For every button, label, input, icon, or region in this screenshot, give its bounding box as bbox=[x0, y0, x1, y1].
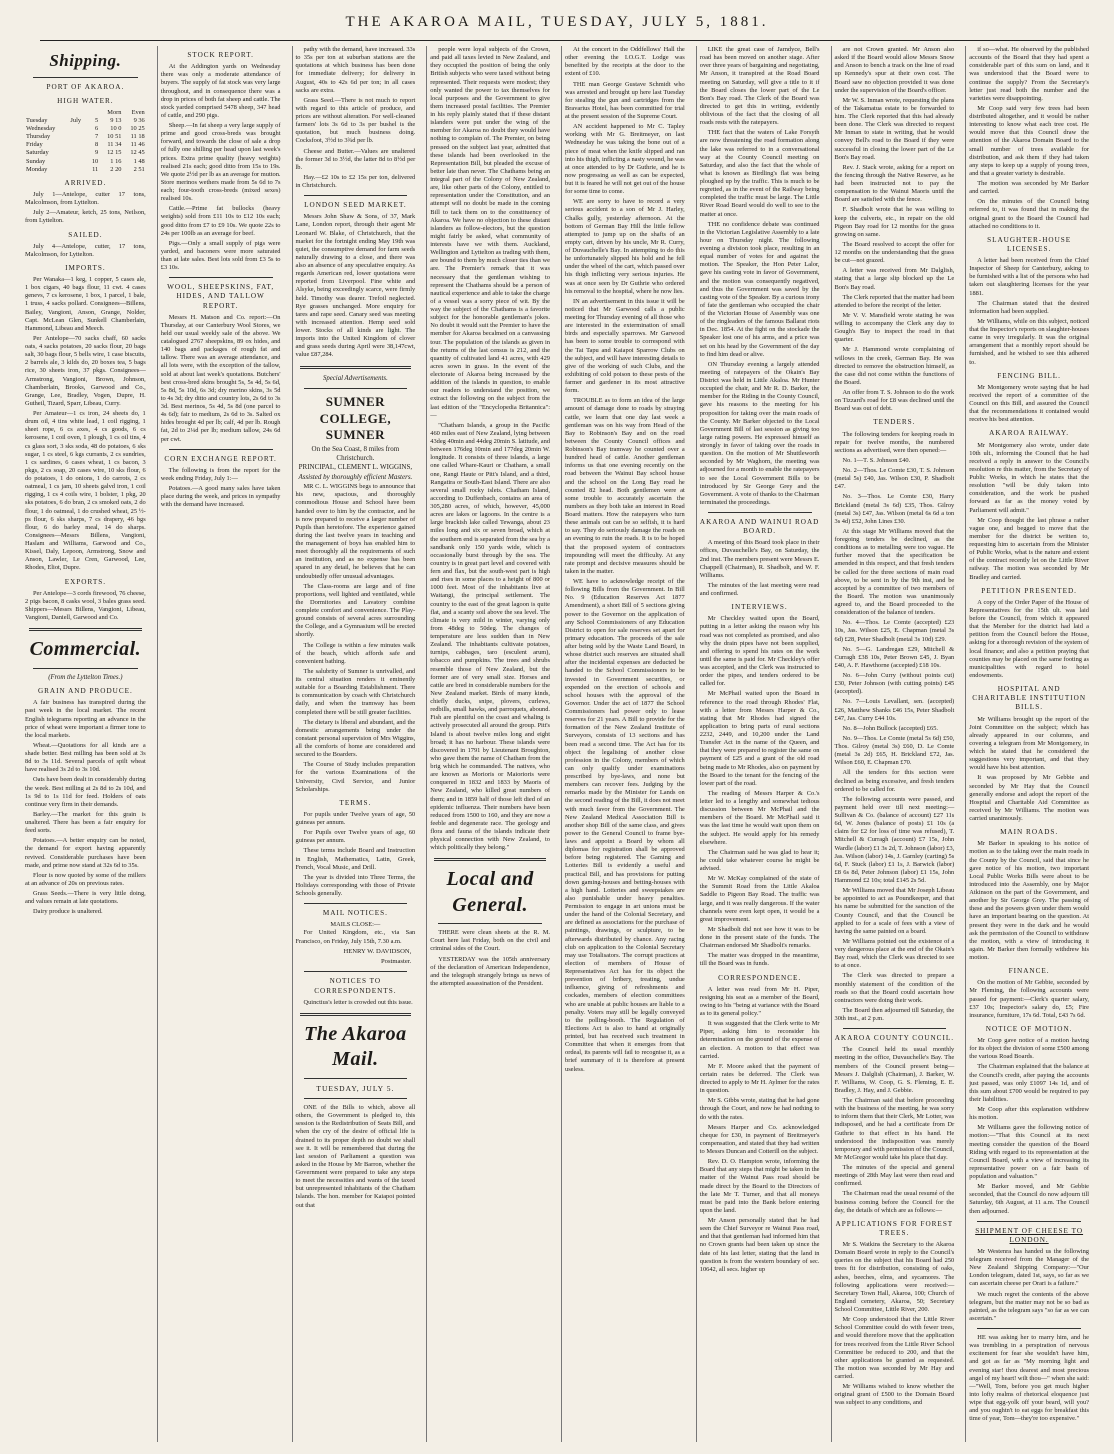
local-general-title: Local and General. bbox=[446, 868, 534, 916]
divider bbox=[300, 366, 412, 369]
council-paragraph: The motion was seconded by Mr Barker and carried. bbox=[969, 180, 1089, 196]
stock-heading: STOCK REPORT. bbox=[187, 51, 254, 59]
council-paragraph: The Chairman explained that the balance at the Council's credit, after paying the accounts just passed, was only £1097 14s 1d, and of this sum about £700 would be required to pay their liabilities. bbox=[969, 1063, 1089, 1103]
board-paragraph: Mr McPhail waited upon the Board in reference to the road through Rhodes' Flat, with a letter from Messrs Harper & Co., stating that Mr Rhodes had signed the application to bring parts of rural sections 2232, 2449, and 10,200 under the Land Transfer Act in the name of the Queen, and that they were prepared to register the same on payment of £25 and a grant of the old road being made to Mr Rhodes, also on payment by the Board to the tenant for the fencing of the lower part of the road. bbox=[699, 690, 820, 787]
council-paragraph: The Council held its usual monthly meeting in the office, Duvauchelle's Bay. The members of the Council present being—Messrs J. Dalglish (Chairman), J. Barker, W. F. Williams, W. Coop, G. S. Fleming, E. E. Bradley, J. Hay, and J. Gebbie. bbox=[834, 1046, 955, 1094]
tide-row bbox=[25, 133, 146, 141]
divider bbox=[304, 1098, 408, 1099]
council-paragraph: A copy of the Order Paper of the House of Representatives for the 15th ult. was laid before the Council, from which it appeared that the Member for the district had laid a petition from the Council before the House, asking for a thorough revision of the system of local finance; and also a petition praying that counties may be placed on the same footing as municipalities with regard to hotel endowments. bbox=[969, 598, 1089, 679]
tenders-heading: TENDERS. bbox=[873, 418, 916, 427]
divider bbox=[33, 668, 138, 669]
tide-day: Friday bbox=[26, 141, 43, 149]
council-paragraph: Mr Montgomery wrote saying that he had received the report of a committee of the Council on this Bill, and assured the Council that the recommendations it contained would receive his best attention. bbox=[969, 383, 1089, 424]
tender-line: No. 2—Thos. Le Comte £30, T. S. Johnson (metal 5s) £40, Jas. Wilson £30, P. Shadbolt £47. bbox=[834, 467, 955, 491]
board-paragraph: are not Crown granted. Mr Anson also asked if the Board would allow Messrs Snow and Anson to bench a track on the line of road up Kennedy's spur at their own cost. The Board saw no objection provided it was done under the supervision of the Board's officer. bbox=[834, 46, 955, 94]
corn-continued: Grass Seed.—There is not much to report with regard to this article of produce, and prices are without alteration. For well-cleaned farmers' lots 3s 6d to 3s per bushel is the quotation, but much business doing. Cocksfoot, 3½d to 3¾d per lb. bbox=[295, 96, 416, 145]
grain-paragraph: Wheat.—Quotations for all kinds are a shade better. Best milling has been sold at 3s 8d to 3s 11d. Several parcels of spilt wheat have realised 3s 2d to 3s 10d. bbox=[25, 741, 146, 774]
council-paragraph: A letter had been received from the Chief Inspector of Sheep for Canterbury, asking to be furnished with a list of the persons who had taken out slaughtering licenses for the year 1881. bbox=[969, 257, 1089, 297]
divider bbox=[29, 628, 142, 631]
divider bbox=[304, 971, 408, 972]
column-8 bbox=[965, 46, 1092, 1442]
column-5 bbox=[561, 46, 688, 1442]
divider bbox=[169, 449, 273, 450]
tender-line: At this stage Mr Williams moved that the foregoing tenders be declined, as the conditions as to metalling were too vague. He further moved that the specification be amended in this respect, and that fresh tenders be called for the three sections of main road above, to be sent in by the 9th inst, and be accepted by a committee of two members of the Board. The motion was unanimously agreed to, and the Board proceeded to the consideration of the balance of tenders. bbox=[834, 527, 955, 617]
local-paragraph: ON Thursday evening a largely attended meeting of ratepayers of the Okain's Bay District was held in Little Akaloa. Mr Hunter occupied the chair, and Mr R. D. Barker, the member for the Riding in the County Council, gave his reasons to the meeting for his proposition for taking over the main roads of the County. Mr Barker objected to the Local Government Bill of last session as giving too large rating powers. He expressed himself as strongly in favor of taking over the roads in question. On the motion of Mr Shuttleworth seconded by Mr Waghorn, the meeting was adjourned for a month to enable the ratepayers to see the Local Government Bills to be introduced by Sir George Grey and the Government. A vote of thanks to the Chairman terminated the proceedings. bbox=[699, 360, 820, 506]
tide-morn: 1 16 bbox=[110, 157, 122, 165]
tide-even: 10 25 bbox=[130, 125, 145, 133]
commercial-title: Commercial. bbox=[29, 638, 142, 661]
council-paragraph: On the motion of Mr Gebbie, seconded by Mr Fleming, the following accounts were passed for payment:—Clerk's quarter salary, £37 10s; Inspector's salary do, £5; Fire insurance, furniture, 17s 6d. Total, £43 7s 6d. bbox=[969, 979, 1089, 1019]
local-paragraph: LIKE the great case of Jarndyce, Bell's road has been moved on another stage. After over three years of bargaining and negotiating, Mr Anson, it transpired at the Road Board meeting on Saturday, will give a title to it if the Board closes the lower part of the Le Bon's Bay road. The Clerk of the Board was directed to get this in writing, evidently oblivious of the fact that the closing of all roads rests with the ratepayers. bbox=[699, 46, 820, 127]
board-paragraph: It was suggested that the Clerk write to Mr Piper, asking him to reconsider his determination on the ground of the expense of an election. A motion to that effect was carried. bbox=[699, 1020, 820, 1060]
board-paragraph: Mr W. S. Inman wrote, requesting the plans of the Takamatua estate to be forwarded to him. The Clerk reported that this had already been done. The Clerk was directed to request Mr Inman to state in writing, that he would convey Bell's road to the Board if they were successful in closing the lower part of the Le Bon's Bay road. bbox=[834, 96, 955, 161]
export-entry: Per Antelope—3 cords firewood, 76 cheese, 2 pigs bacon, 8 casks wool, 3 bales grass seed. Shippers—Messrs Billens, Vangioni, Libeau, Vangioni, Daniell, Garwood and Co. bbox=[25, 589, 146, 622]
wool-heading: WOOL, SHEEPSKINS, FAT, HIDES, AND TALLOW REPORT. bbox=[167, 283, 275, 310]
tide-even: 1 48 bbox=[133, 157, 145, 165]
tide-morn: 10 51 bbox=[107, 133, 122, 141]
terms-line: These terms include Board and Instruction in English, Mathematics, Latin, Greek, French, Vocal Music, and Drill. bbox=[295, 847, 416, 871]
mails-close: MAILS CLOSE:— bbox=[330, 921, 381, 929]
grain-paragraph: Oats have been dealt in considerably during the week. Best milling at 2s 8d to 2s 10d, and 1s 9d to 1s 11d for feed. Holders of oats continue very firm in their demands. bbox=[25, 776, 146, 808]
tender-line: No. 9—Thos. Le Comte (metal 5s 6d) £50, Thos. Gilroy (metal 3s) £60, D. Le Comte (metal 3s 2d) £65, H. Brickland £72, Jas. Wilson £60, E. Chapman £70. bbox=[834, 734, 955, 767]
columns bbox=[22, 46, 1092, 1442]
terms-heading: TERMS. bbox=[339, 798, 372, 807]
board-paragraph: Mr V. V. Mansfield wrote stating he was willing to accompany the Clerk any day to Gough's Bay to inspect the road in that quarter. bbox=[834, 311, 955, 344]
board-paragraph: A meeting of this Board took place in their offices, Duvauchelle's Bay, on Saturday, the 2nd inst. The members present were Messrs E. Chappell (Chairman), R. Shadbolt, and W. F. Williams. bbox=[699, 539, 820, 579]
college-paragraph: The salubrity of Sumner is unrivalled, and its central situation renders it eminently suitable for a Boarding Establishment. There is communication by coach with Christchurch daily, and when the tramway has been completed there will be still greater facilities. bbox=[295, 667, 416, 716]
council-paragraph: It was proposed by Mr Gebbie and seconded by Mr Hay that the Council generally endorse and adopt the report of the Hospital and Charitable Aid Committee as received by Mr Williams. The motion was carried unanimously. bbox=[969, 774, 1089, 822]
council-paragraph: Mr Williams wished to know whether the original grant of £500 to the Domain Board was subject to any conditions, and bbox=[834, 1383, 955, 1407]
council-subheading: AKAROA RAILWAY. bbox=[989, 429, 1070, 438]
local-paragraph: WE are sorry to have to record a very serious accident to a son of Mr J. Harley, Chalks gully, yesterday afternoon. At the bottom of German Bay Hill the little fellow attempted to jump up on the shafts of an empty cart, driven by his uncle, Mr R. Curry, of Duvauchelle's Bay. In attempting to do this he unfortunately slipped his hold and he fell under the wheel of the cart, which passed over his thigh inflicting very serious injuries. He was at once seen by Dr Guthrie who ordered his removal to the hospital, where he now lies. bbox=[565, 198, 685, 295]
local-paragraph: THE man George Gustave Schmidt who was arrested and brought up here last Tuesday for stealing the gun and cartridges from the Bravarius Hotel, has been committed for trial at the present session of the Supreme Court. bbox=[565, 80, 685, 120]
tender-line: No. 5—G. Landregan £29, Mitchell & Curragh £38 10s, Peter Brown £45, J. Byan £40, A. F. Hawthorne (accepted) £18 10s. bbox=[834, 645, 955, 669]
tide-row bbox=[25, 125, 146, 133]
grain-paragraph: Barley.—The market for this grain is unaltered. There has been a fair enquiry for feed sorts. bbox=[25, 810, 146, 835]
masthead-rule bbox=[40, 40, 1074, 41]
tender-line: The following tenders for keeping roads in repair for twelve months, the numbered sections as advertised, were then opened:— bbox=[834, 430, 955, 454]
board-paragraph: The Clerk reported that the matter had been attended to before the receipt of the letter. bbox=[834, 293, 955, 309]
paper-title: The Akaroa Mail. bbox=[304, 1022, 407, 1071]
arrived-heading: ARRIVED. bbox=[64, 178, 107, 187]
tender-line: No. 8—John Bullock (accepted) £65. bbox=[842, 724, 938, 732]
tender-line: The following accounts were passed, and payment held over till next meeting:—Sullivan & Co. (balance of account) £27 11s 6d, W. Jones (balance of posts) £1 10s (a claim for £2 for loss of time was refused), T. Mitchell & Curragh (account) £7 15s, John Wardle (labor) £1 3s 2d, T. Johnson (labor) £3, Jas. Wilson (labor) 14s, J. Garnley (carting) 5s 6d, F. Stuck (labor) £1 1s, J. Barwick (labor) £8 6s 8d, Peter Johnson (labor) £1 15s, John Hammond £2 10s; total £145 2s 5d. bbox=[834, 795, 955, 885]
tide-morn: 12 15 bbox=[107, 149, 122, 157]
forest-trees-subheading: APPLICATIONS FOR FOREST TREES. bbox=[835, 1219, 954, 1237]
wool-paragraph: Messrs H. Matson and Co. report:—On Thursday, at our Canterbury Wool Stores, we held our usual weekly sale of the above. We catalogued 2767 sheepskins, 89 ox hides, and 140 bags and packages of rough fat and tallow. There was an average attendance, and all lots were, with the exception of the tallow, sold at about last week's quotations. Butchers' best cross-bred skins brought 5s, 5s 4d, 5s 6d, 5s 8d, 5s 10d, 6s 3d; dry merino skins, 3s 5d to 4s 3d; dry ditto and country lots, 2s 6d to 3s 3d. Best merinos, 5s 4d, 5s 8d (one parcel to 4s 6d); fair to medium, 2s 6d to 3s. Salted ox hides brought 4d per lb; calf, 4d per lb. Rough fat, 2d to 2¼d per lb; medium tallow, 24s 6d per cwt. bbox=[160, 313, 281, 443]
board-paragraph: An offer from T. S. Johnson to do the work on Tizzard's road for £8 was declined until the Board was out of debt. bbox=[834, 389, 955, 413]
column-4 bbox=[426, 46, 553, 1442]
tide-row bbox=[25, 166, 146, 174]
column-7 bbox=[831, 46, 958, 1442]
divider bbox=[434, 858, 546, 861]
column-3 bbox=[292, 46, 419, 1442]
correspondents-paragraph: Quinctius's letter is crowded out this issue. bbox=[303, 998, 413, 1006]
column-1 bbox=[22, 46, 149, 1442]
council-subheading: PETITION PRESENTED. bbox=[981, 586, 1077, 595]
high-water-heading: HIGH WATER. bbox=[57, 96, 114, 105]
board-paragraph: Mr Anson personally stated that he had seen the Chief Surveyor re Wainui Pass road, and that that gentleman had informed him that no Crown grants had been taken up since the date of his last letter, stating that the land in question is from the western boundary of sec. 10642, all secs. higher up bbox=[699, 1217, 820, 1273]
board-paragraph: Mr J. Hammond wrote complaining of willows in the creek, German Bay. He was directed to remove the obstruction himself, as the case did not come within the functions of the Board. bbox=[834, 346, 955, 386]
council-paragraph: The Chairman said that before proceeding with the business of the meeting, he was sorry to inform them that their Clerk, Mr Lotter, was indisposed, and he had a certificate from Dr Guthrie to that effect in his hand. He understood the indisposition was merely temporary and with permission of the Council, Mr McGregor would take his place that day. bbox=[834, 1097, 955, 1161]
source-line: (From the Lyttelton Times.) bbox=[48, 673, 123, 681]
divider bbox=[304, 1078, 408, 1079]
import-entry: Per Antelope—70 sacks chaff, 60 sacks oats, 4 sacks potatoes, 20 sacks flour, 20 bags salt, 30 bags flour, 5 bells wire, 1 case biscuits, 2 barrels ale, 3 kilds do, 20 boxes tea, 5 bags rice, 30 sheets iron, 37 pkgs. Consignees—Armstrong, Vangioni, Brown, Johnson, Chamberlain, Brooks, Garwood and Co., Grange, Lee, Bradley, Vogen, Dupre, H. Gutheil, Tizard, Sparr, Libeau, Curry. bbox=[25, 334, 146, 407]
corn-continued: Cheese and Butter.—Values are unaltered the former 3d to 3½d, the latter 8d to 8½d per lb. bbox=[295, 147, 416, 171]
divider bbox=[977, 1221, 1081, 1222]
tide-day: Tuesday bbox=[26, 116, 48, 124]
council-paragraph: Mr Coop thought the last phrase a rather vague one, and begged to move that the member for the district be written to, requesting him to ascertain from the Minister of Public Works, what is the nature and extent of the contract recently let on the Little River railway. The motion was seconded by Mr Bradley and carried. bbox=[969, 516, 1089, 581]
tide-even: 12 45 bbox=[130, 149, 145, 157]
sailed-heading: SAILED. bbox=[68, 230, 103, 239]
tide-row bbox=[25, 149, 146, 157]
college-paragraph: The Course of Study includes preparation for the various Examinations of the University, Civil Service, and Junior Scholarships. bbox=[295, 761, 416, 793]
imports-heading: IMPORTS. bbox=[65, 263, 106, 272]
college-ad-title: SUMNER COLLEGE, SUMNER bbox=[319, 394, 392, 443]
interviews-subheading: INTERVIEWS. bbox=[731, 603, 788, 612]
tide-month: July bbox=[70, 116, 82, 124]
grain-paragraph: Grass Seeds.—There is very little doing, and values remain at late quotations. bbox=[25, 890, 146, 906]
board-paragraph: Messrs Harper and Co. acknowledged cheque for £30, in payment of Breitmeyer's compensation, and stated that they had written to Messrs Duncan and Cotterill on the subject. bbox=[699, 1123, 820, 1156]
arrival-entry: July 1—Antelope, cutter 17 tons, Malcolmson, from Lyttelton. bbox=[25, 191, 146, 207]
local-paragraph: IN an advertisement in this issue it will be noticed that Mr Garwood calls a public meeting for Thursday evening of all those who are interested in the extermination of small birds and especially sparrows. Mr Garwood has been to some trouble to correspond with the Tai Tapu and Kaiapoi Sparrow Clubs on the subject, and will have interesting details to give of the working of such Clubs, and the exhibiting of cold poison to these pests of the farmer and gardener in its most attractive form. bbox=[565, 297, 685, 395]
local-paragraph: THE fact that the waters of Lake Forsyth are now threatening the road formation along the lake was referred to in a conversational way at the County Council meeting on Saturday, and also the fact that the whole of what is known as Birdling's flat was being ploughed up by the traffic. This is much to be regretted, as in the event of the Railway being completed the traffic must be large. The Little River Road Board would do well to see to the matter at once. bbox=[699, 129, 820, 218]
college-paragraph: The Class-rooms are large and of fine proportions, well lighted and ventilated, while the Dormitories and Lavatory combine complete comfort and convenience. The Play-ground consists of several acres surrounding the College, and a Gymnasium will be erected shortly. bbox=[295, 582, 416, 639]
board-paragraph: The reading of Messrs Harper & Co.'s letter led to a lengthy and somewhat tedious discussion between Mr McPhail and the members of the Board. Mr McPhail said it was the last time he would wait upon them on the subject. He would apply for his remedy elsewhere. bbox=[699, 789, 820, 846]
council-paragraph: Mr Barker in speaking to his notice of motion as to the taking over the main roads in the County by the Council, said that since he gave notice of his motion, two important Local Public Works Bills were about to be introduced into the Assembly, one by Major Atkinson on the part of the Government, and another by Sir George Grey. The passing of these and the powers given under them would have an important bearing on the question. At present they were in the dark and he would ask the permission of the Council to withdraw the motion, with a view of introducing it again. Mr Barker then formally withdrew his motion. bbox=[969, 840, 1089, 962]
tide-even: 2 51 bbox=[133, 165, 145, 173]
council-subheading: NOTICE OF MOTION. bbox=[985, 1024, 1073, 1033]
council-paragraph: Mr Barker moved, and Mr Gebbie seconded, that the Council do now adjourn till Saturday, 6th August, at 11 a.m. The Council then adjourned. bbox=[969, 1183, 1089, 1215]
tide-day: Thursday bbox=[26, 133, 51, 141]
cheese-paragraph: Mr Westenra has handed us the following telegram received from the Manager of the New Zealand Shipping Company:—"Our London telegram, dated 1st, says, so far as we can ascertain cheese per Orari is a failure." bbox=[969, 1247, 1089, 1288]
college-paragraph: The College is within a few minutes walk of the beach, which affords safe and convenient bathing. bbox=[295, 641, 416, 665]
corn-paragraph: The following is from the report for the week ending Friday, July 1:— bbox=[160, 466, 281, 482]
tide-morn: 2 20 bbox=[110, 165, 122, 173]
local-paragraph: AN accident happened to Mr C. Tapley working with Mr G. Breitmeyer, on last Wednesday he was taking the bone out of a piece of meat when the knife slipped and ran into his thigh, inflicting a nasty wound, he was at once attended to by Dr Guthrie, and he is now progressing as well as can be expected, but it is feared he will not get out of the house for some time to come. bbox=[565, 123, 685, 196]
tide-row bbox=[25, 158, 146, 166]
tender-line: No. 3—Thos. Le Comte £30, Harry Brickland (metal 3s 6d) £35, Thos. Gilroy (metal 3s) £47, Jas. Wilson (metal 6s 6d a ton 3s 4d) £52, John Lines £30. bbox=[834, 493, 955, 525]
stock-paragraph: Pigs.—Only a small supply of pigs were yarded, and baconers were more saturated than at late sales. Best lots sold from £3 5s to £3 10s. bbox=[160, 239, 281, 272]
tide-day: Wednesday bbox=[26, 125, 56, 133]
tide-date: 10 bbox=[91, 157, 99, 165]
leader-paragraph: ONE of the Bills to which, above all others, the Government is pledged to, this session is the Redistribution of Seats Bill, and when the cry of the desire of official life is drained to its proper depth no doubt we shall see it. It will be remembered that during the last session of Parliament a question was asked in the House by Mr Barron, whether the Government were prepared to take any steps to meet the necessities and wants of the taxed but unrepresented inhabitants of the Chatham Islands. The hon. member for Kaiapoi pointed out that bbox=[295, 1104, 416, 1209]
tide-morn: 11 34 bbox=[107, 141, 122, 149]
exports-heading: EXPORTS. bbox=[64, 577, 107, 586]
terms-line: The year is divided into Three Terms, the Holidays corresponding with those of Private Schools generally. bbox=[295, 873, 416, 898]
terms-line: For pupils under Twelve years of age, 50 guineas per annum. bbox=[295, 810, 416, 827]
terms-line: For Pupils over Twelve years of age, 60 guineas per annum. bbox=[295, 829, 416, 845]
grain-paragraph: Dairy produce is unaltered. bbox=[33, 908, 103, 916]
corn-continued: pathy with the demand, have increased. 33s to 35s per ton at suburban stations are the quotations at which business has been done for immediate delivery; for delivery in August, 40s to 42s 6d per ton; in all cases sacks are extra. bbox=[295, 46, 416, 94]
special-ads-heading: Special Advertisements. bbox=[322, 374, 388, 382]
tide-table bbox=[25, 109, 146, 174]
tide-even: 11 46 bbox=[130, 141, 145, 149]
tender-line: No. 7—Louis Levallant, sen. (accepted) £26, Matthew Shanks £46 15s, Peter Shadbolt £47, Jas. Curry £44 10s. bbox=[834, 698, 955, 722]
tide-date: 5 bbox=[95, 116, 99, 124]
import-entry: Per Amateur—1 cs iron, 24 sheets do, 1 drum oil, 4 tins white lead, 1 coil rigging, 1 sheet rope, 6 cs axes, 4 cs goods, 6 cs kerosene, 1 coil oven, 1 plough, 1 cs oil tins, 4 cs glass sort, 3 sks soda, 48 do potatoes, 6 sks sugar, 1 cs steel, 6 kgs currants, 2 cs sundries, 1 cs sardines, 6 cases wheat, 1 cs bacon, 3 pkgs, 2 cs soap, 20 cases wire, 10 sks flour, 6 do potatoes, 1 do onions, 1 do carrots, 2 cs oatmeal, 1 cs jam, 10 sheets galvd iron, 1 coil rigging, 1 cs 4 coils wire, 1 bolster, 1 pkg, 20 sks potatoes, 6 do bran, 2 cs smoked oats, 2 do flour, 1 do oatmeal, 1 do crushed wheat, 25 ½-ps flour, 6 sks sharps, 7 cs drapery, 46 bgs flour, 6 do barley meal, 14 do sharps. Consignees—Messrs Billens, Vangioni, Haslam and Williams, Garwood and Co., Kissel, Daly, Lepoon, Armstrong, Snow and Anson, Lawler, Le Cren, Garwood, Lee, Rhodes, Eliot, Dupre. bbox=[25, 410, 146, 572]
tide-row bbox=[25, 141, 146, 149]
tide-month bbox=[69, 158, 87, 166]
tide-date: 8 bbox=[95, 141, 99, 149]
council-paragraph: Mr S. Watkins the Secretary to the Akaroa Domain Board wrote in reply to the Council's queries on the subject that his Board had 250 trees fit for distribution, consisting of oaks, ashes, beeches, elms, and sycamores. The following applications were received:—Secretary Town Hall, Akaroa, 100; Church of England cemetery, Akaroa, 50; Secretary School Committee, Little River, 200. bbox=[834, 1241, 955, 1314]
board-paragraph: Mr Checkley waited upon the Board, putting in a letter asking the reason why his road was not completed as promised, and also why the drain pipes have not been supplied, and offering to spend his rates on the work until the same is paid for. Mr Checkley's offer was accepted, and the Clerk was instructed to order the pipes, and tenders ordered to be called for. bbox=[699, 615, 820, 688]
encyclopedia-quote: "Chatham Islands, a group in the Pacific 460 miles east of New Zealand, lying between 43deg 40min and 44deg 20min S. latitude, and between 176deg 10min and 177deg 20min W. longitude. It consists of three islands, a large one called Whare-Kauri or Chatham, a small one, Rangi Haute or Pitt's Island, and a third, Rangatira or South-East Island. There are also several small rocky islets. Chatham Island, according to Duffenbach, contains an area of 305,280 acres, of which, however, 45,000 acres are lakes or lagoons. In the centre is a large brackish lake called Tewanga, about 23 miles long and six or seven broad, which at the southern end is separated from the sea by a sandbank only 150 yards wide, which is occasionally burst through by the sea. The country is in great part level and covered with fern and flax, but the south-west part is high and rises in some places to a height of 800 or 1000 feet. Most of the inhabitants live at Waitangi, the principal settlement. The country to the east of the great lagoon is quite flat, and a scanty soil above the sea level. The climate is very mild in winter, varying only from 48deg to 50deg. The changes of temperature are less sudden than in New Zealand. The inhabitants cultivate potatoes, turnips, cabbages, taro (esculent arum), tobacco and pumpkins. The trees and shrubs resemble those of New Zealand, but the former are of very small size. Horses and cattle are bred in considerable numbers for the New Zealand market. Birds of many kinds, chiefly ducks, snipe, plovers, curlews, redbills, small hawks, and parroquets, abound. Fish are plentiful on the coast and whaling is actively prosecuted all around the group. Pitt's Island is about twelve miles long and eight broad; it has no harbour. These islands were discovered in 1791 by Lieutenant Broughton, who gave them the name of Chatham from the brig which he commanded. The natives, who are known as Morioris or Maiorioris were conquered in 1832 and 1833 by Maoris of New Zealand, who killed great numbers of them; and in 1859 half of those left died of an epidemic influenza. Their numbers have been reduced from 1500 to 160, and they are now a feeble and degenerate race. The geology and flora and fauna of the islands indicate their physical connection with New Zealand, to which politically they belong." bbox=[430, 421, 550, 852]
paper-date: TUESDAY, JULY 5. bbox=[316, 1083, 395, 1093]
tide-day: Monday bbox=[26, 165, 48, 173]
cheese-heading: SHIPMENT OF CHEESE TO LONDON. bbox=[975, 1226, 1084, 1244]
mail-heading: MAIL NOTICES. bbox=[322, 909, 388, 918]
corn-heading: CORN EXCHANGE REPORT. bbox=[164, 454, 277, 463]
council-paragraph: Mr Williams gave the following notice of motion:—"That this Council at its next meeting consider the question of the Board Riding with regard to its representation at the Council Board, with a view of increasing its representative power on a fair basis of population and valuation." bbox=[969, 1124, 1089, 1181]
council-paragraph: Mr Coop after this explanation withdrew his motion. bbox=[969, 1106, 1089, 1122]
tide-month bbox=[69, 125, 87, 133]
council-paragraph: if so—what. He observed by the published accounts of the Board that they had spent a considerable part of this sum on land, and it was understood that the Board were to continue the supply? From the Secretary's letter just read both the number and the varieties were disappointing. bbox=[969, 46, 1089, 102]
tide-row bbox=[25, 117, 146, 125]
arrival-entry: July 2—Amateur, ketch, 25 tons, Neilson, from Lyttelton. bbox=[25, 209, 146, 225]
postmaster-name: HENRY W. DAVIDSON, bbox=[343, 947, 412, 955]
tide-month bbox=[69, 166, 87, 174]
anecdote-paragraph: HE was asking her to marry him, and he was trembling in a perspiration of nervous excitement for fear she wouldn't have him, and got as far as "My morning light and evening star! thou dearest and most precious angel of my heart! wilt thou—" when she said:—"Well, Tom, before you get much higher into lofty realms of rhetorical eloquence just wipe that egg-yolk off your beard, will you? and you oughtn't to eat eggs for breakfast this time of year, Tom—they're too expensive." bbox=[969, 1334, 1089, 1423]
board-paragraph: Rev. D. O. Hampton wrote, informing the Board that any steps that might be taken in the matter of the Wainui Pass road should be made direct by the Board to the Directors of the late Mr T. Turner, and that all moneys must be paid into the Bank before entering upon the land. bbox=[699, 1158, 820, 1214]
board-paragraph: Mr S. Gibbs wrote, stating that he had gone through the Court, and now he had nothing to do with the rates. bbox=[699, 1097, 820, 1121]
tide-morn: 10 0 bbox=[110, 125, 122, 133]
corn-paragraph: Potatoes.—A good many sales have taken place during the week, and prices in sympathy with the demand have increased. bbox=[160, 485, 281, 509]
divider bbox=[169, 277, 273, 278]
shipping-title: Shipping. bbox=[49, 51, 122, 70]
local-paragraph: At the concert in the Oddfellows' Hall the other evening the I.O.G.T. Lodge was benefited by the receipts at the door to the extent of £10. bbox=[565, 46, 685, 78]
divider bbox=[33, 77, 138, 78]
board-paragraph: The matter was dropped in the meantime, till the Board was in funds. bbox=[699, 952, 820, 968]
grain-heading: GRAIN AND PRODUCE. bbox=[37, 687, 133, 696]
tide-date: 9 bbox=[95, 149, 99, 157]
mail-paragraph: For United Kingdom, etc., via San Francisco, on Friday, July 15th, 7.30 a.m. bbox=[295, 929, 416, 945]
road-board-heading: AKAROA AND WAINUI ROAD BOARD. bbox=[699, 518, 820, 536]
cheese-paragraph: We much regret the contents of the above telegram, but the matter may not be so bad as painted, as the telegram says "so far as we can ascertain." bbox=[969, 1290, 1089, 1322]
college-assisted: Assisted by thoroughly efficient Masters. bbox=[298, 473, 413, 482]
column-6 bbox=[696, 46, 823, 1442]
college-paragraph: The dietary is liberal and abundant, and the domestic arrangements being under the constant personal supervision of Mrs Wiggins, all the comforts of home are considered and secured to the Boarders. bbox=[295, 718, 416, 759]
tide-day: Saturday bbox=[26, 149, 49, 157]
tender-line: All the tenders for this section were declined as being excessive, and fresh tenders ordered to be called for. bbox=[834, 769, 955, 793]
council-paragraph: Mr Williams, while on this subject, noticed that the Inspector's reports on slaughter-houses came in very irregularly. It was the original arrangement that a monthly report should be furnished, and he wished to see this adhered to. bbox=[969, 317, 1090, 366]
board-paragraph: Rev. J. Stack wrote, asking for a report on the fencing through the Native Reserve, as he had been instructed not to pay the compensation to the Wainui Maoris until the Board are satisfied with the fence. bbox=[834, 163, 955, 204]
council-paragraph: The Chairman read the usual resumé of the business coming before the Council for the day, the details of which are as follows:— bbox=[834, 1190, 955, 1214]
tide-date: 6 bbox=[95, 125, 99, 133]
grain-paragraph: Potatoes.—A better enquiry can be noted, the demand for export having apparently revived. Considerable purchases have been made, and prime now stand at 32s 6d to 35s. bbox=[25, 837, 146, 869]
divider bbox=[304, 388, 408, 389]
correspondents-heading: NOTICES TO CORRESPONDENTS. bbox=[314, 977, 397, 995]
divider bbox=[304, 195, 408, 196]
tender-line: Mr Williams pointed out the existence of a very dangerous place at the end of the Okain's Bay road, which the Clerk was directed to see to at once. bbox=[834, 937, 955, 970]
divider bbox=[977, 1328, 1081, 1329]
council-paragraph: Mr Montgomery also wrote, under date 10th ult., informing the Council that he had received a reply in answer to the Council's resolution re this matter, from the Secretary of Public Works, in which he states that the resolution "will be duly taken into consideration, and the work be pushed forward as far as the money voted by Parliament will admit." bbox=[969, 441, 1089, 514]
tender-line: No. 6—John Curry (without points cut) £30, Peter Johnson (with cutting points) £45 (accepted). bbox=[834, 672, 955, 696]
tide-col-even: Even bbox=[131, 108, 145, 116]
local-paragraph: YESTERDAY was the 105th anniversary of the declaration of American Independence, and the telegraph strangely brings us news of the attempted assassination of the President. bbox=[430, 955, 550, 987]
port-heading: PORT OF AKAROA. bbox=[46, 82, 125, 91]
divider bbox=[843, 1028, 947, 1029]
college-paragraph: MR C. L. WIGGINS begs to announce that his new, spacious, and thoroughly commodious House and School have been handed over to him by the contractor, and he is now prepared to receive a larger number of Pupils than heretofore. The experience gained during the last twelve years in teaching and the management of boys has enabled him to meet thoroughly all the requirements of such an institution, and as no expense has been spared in any detail, he believes that he can undoubtedly offer unusual advantages. bbox=[295, 483, 416, 580]
corn-continued: Hay.—£2 10s to £2 15s per ton, delivered in Christchurch. bbox=[295, 173, 416, 189]
divider bbox=[708, 512, 812, 513]
local-paragraph: TROUBLE as to form an idea of the large amount of damage done to roads by straying cattle, we learn that one day last week a gentleman was on his way from Head of the Bay to Robinson's Bay and on the road between the County Council offices and Robinson's Bay tramway he counted over a hundred head of cattle. Another gentleman informs us that one evening recently on the road between the Wainui Bay school house and the school on the Long Bay road he counted 82 head. Both gentlemen were at some trouble to accurately ascertain the numbers as they both take an interest in Road Board matters. How the ratepayers who turn these animals out can be so selfish, it is hard to say. They do seriously damage the roads on an evening to ruin the roads. It is to be hoped that the proposed system of contractors impounding will meet the difficulty. At any rate prompt and decisive measures should be taken in the matter. bbox=[565, 397, 685, 575]
council-paragraph: Mr Coop gave notice of a motion having for its object the division of some £500 among the various Road Boards. bbox=[969, 1037, 1089, 1061]
import-entry: Per Wanaka—1 keg, 1 copper, 5 cases ale, 1 box cigars, 40 bags flour, 11 cwt. 4 cases genevs, 7 cs kerosene, 1 box, 1 parcel, 1 bale, 1 truss, 4 sacks pollard. Consignees—Billens, Bailey, Vangioni, Anson, Grange, Nolder, Capt. McLean Glen, Sunkell Chamberlain, Hammond, Libeau and Meech. bbox=[25, 276, 146, 332]
council-subheading: FINANCE. bbox=[1008, 967, 1050, 976]
county-council-heading: AKAROA COUNTY COUNCIL. bbox=[834, 1034, 955, 1043]
college-ad-subtitle: On the Sea Coast, 8 miles from Christchurch. bbox=[311, 444, 400, 462]
postmaster-title: Postmaster. bbox=[381, 958, 412, 966]
council-paragraph: The minutes of the special and general meetings of 28th May last were then read and confirmed. bbox=[834, 1164, 955, 1188]
board-paragraph: Mr F. Moore asked that the payment of certain rates be deferred. The Clerk was directed to apply to Mr H. Aylmer for the rates in question. bbox=[699, 1062, 820, 1095]
seed-paragraph: Messrs John Shaw & Sons, of 37, Mark Lane, London report, through their agent Mr Leonard W. Blake, of Christchurch, that the market for the fortnight ending May 19th was quiet, the consumptive demand for farm seeds naturally drawing to a close, and there was also an absence of any speculative enquiry. As regards American red, lower quotations were reported from Liverpool. Fine white and Alsyke, being exceedingly scarce, were firmly held. Timothy was dearer. Trefoil neglected. Rye grasses unchanged. More enquiry for tares and rape seed. Canary seed was meeting with increased attention. Hemp seed sold lower. Stocks of all kinds are light. The imports into the United Kingdom of clover and grass seeds during April were 38,147cwt, value £87,284. bbox=[295, 213, 416, 359]
sailed-entry: July 4—Antelope, cutter, 17 tons, Malcolmson, for Lyttelton. bbox=[25, 242, 146, 258]
local-paragraph: THE no confidence debate was continued in the Victorian Legislative Assembly to a late hour on Thursday night. The following evening a division took place, resulting in an equal number of votes for and against the motion. The Speaker, the Hon Peter Lalor, gave his casting vote in favor of Government, and the motion was consequently negatived, and thus the Government was saved by the casting vote of the Speaker. By a curious irony of fate the gentleman who occupied the chair of the Victorian House of Assembly was one of the ringleaders of the famous Ballarat riots in Dec. 1854. At the fight on the stockade the Speaker lost one of his arms, and a price was set on his head by the Government of the day to find him dead or alive. bbox=[699, 220, 820, 358]
council-paragraph: The Chairman stated that the desired information had been supplied. bbox=[969, 299, 1089, 315]
tide-header-row bbox=[25, 109, 146, 117]
local-paragraph: WE have to acknowledge receipt of the following Bills from the Government. In Bill No. 9 (Education Reserves Act 1877 Amendment), a short Bill of 5 sections giving power to the Governor on the application of any School Commissioners of any Education District to open for sale reserves set apart for primary education. The proceeds of the sale after being sold by the Waste Land Board, in whose district such reserves are situated shall after the incidental expenses are deducted be handed to the School Commissioners to be invested in Government securities, or expended on the erection of schools and school houses with the approval of the Governor. Under the act of 1877 the School Commissioners had power only to lease reserves for 21 years. A Bill to provide for the formation of the New Zealand Institute of Surveyors, consists of 13 sections and has been read a second time. The Act has for its object the legalising of another close profession in the Colony, members of which can only qualify under examinations prescribed by bye-laws, and none but members can recover fees. Judging by the remarks made by the Minister for Lands on the second reading of the Bill, it does not meet with much favor from the Government. The New Zealand Medical Association Bill is another shop Bill of the same class, and gives power to the General Council to frame bye-laws and appoint a Board by whom all diplomas for registration shall be approved before being registered. The Gaming and Lotteries Bill is evidently a useful and practical Bill, and has provisions for putting down gaming-houses and betting-houses with a high hand. Lotteries and sweepstakes are also punishable under heavy penalties. Permission to engage in art unions must be under the hand of the Colonial Secretary, and are defined as associations for the purchase of paintings, drawings, or sculpture, to be afterwards distributed by chance. Any racing club on application to the Colonial Secretary may use Totalisators. The corrupt practices at election of members of House of Representatives Act has for its object the prevention of bribery, treating, undue influence, giving of refreshments and cockades, members of election committees who are unable at public houses are liable to a penalty. Voters may still be legally conveyed to the polling-booth. The Regulation of Elections Act is also to hand at originally printed, but has received such treatment in Committee that when it emerges from that ordeal, its parents will fail to recognise it, as a brief summary of it is therefore at present useless. bbox=[565, 578, 685, 1073]
tide-date: 11 bbox=[92, 165, 99, 173]
council-paragraph: Mr Coop understood that the Little River School Committee could do with fewer trees, and would therefore move that the application for trees received from the Little River School Committee be reduced to 200, and that the other applications be granted as requested. The motion was seconded by Mr Hay and carried. bbox=[834, 1316, 955, 1381]
board-paragraph: A letter was received from Mr Dalglish, stating that a large slip blocked up the Le Bon's Bay road. bbox=[834, 267, 955, 291]
board-paragraph: F. Shadbolt wrote that he was willing to keep the culverts, etc., in repair on the old Pigeon Bay road for 12 months for the grass growing on same. bbox=[834, 206, 955, 238]
tide-month bbox=[69, 133, 87, 141]
seed-heading: LONDON SEED MARKET. bbox=[304, 201, 407, 210]
council-subheading: MAIN ROADS. bbox=[1000, 828, 1059, 837]
local-paragraph: THERE were clean sheets at the R. M. Court here last Friday, both on the civil and criminal sides of the Court. bbox=[430, 929, 550, 953]
divider bbox=[438, 923, 542, 924]
tide-day: Sunday bbox=[26, 157, 46, 165]
council-paragraph: Mr Coop said very few trees had been distributed altogether, and it would be rather interesting to know what each tree cost. He would move that this Council draw the attention of the Akaroa Domain Board to the small number of trees available for distribution, and ask them if they had taken any steps to keep up a supply of young trees, and that a greater variety is desirable. bbox=[969, 104, 1089, 177]
tide-col-morn: Morn bbox=[107, 108, 122, 116]
board-paragraph: Mr Shadbolt did not see how it was to be done in the present state of the funds. The Chairman endorsed Mr Shadbolt's remarks. bbox=[699, 925, 820, 950]
tide-morn: 9 13 bbox=[110, 116, 122, 124]
tide-even: 11 18 bbox=[130, 133, 145, 141]
tender-line: No. 1—T. S. Johnson £40. bbox=[842, 456, 911, 464]
grain-paragraph: Flour is now quoted by some of the millers at an advance of 20s on previous rates. bbox=[25, 871, 146, 887]
stock-paragraph: Cattle.—Prime fat bullocks (heavy weights) sold from £11 10s to £12 10s each; good ditto from £7 to £9 10s. We quote 22s to 24s per 100lb as an average for beef. bbox=[160, 205, 281, 237]
council-subheading: FENCING BILL. bbox=[997, 371, 1061, 380]
council-paragraph: On the minutes of the Council being referred to, it was found that in making the original grant to the Board the Council had attached no conditions to it. bbox=[969, 198, 1089, 230]
board-paragraph: The Board resolved to accept the offer for 12 months on the understanding that the grass be cut—not grazed. bbox=[834, 240, 955, 265]
tender-line: Mr Williams moved that Mr Joseph Libeau be appointed to act as Poundkeeper, and that his name be submitted for the sanction of the County Council, and that the Council be applied to for a scale of fees with a view of having the same painted on a board. bbox=[834, 887, 955, 935]
board-paragraph: The minutes of the last meeting were read and confirmed. bbox=[699, 581, 820, 598]
council-subheading: SLAUGHTER-HOUSE LICENSES. bbox=[987, 235, 1072, 253]
stock-paragraph: Sheep.—In fat sheep a very large supply of prime and good cross-breds was brought forward, and towards the close of sale a drop of fully one shilling per head upon last week's prices. Extra prime quality (heavy weights) realised 21s each; good ditto from 15s to 19s. We quote 2½d per lb as an average for mutton. Store merinos wethers made from 5s 6d to 7s each; four-tooth cross-breds (mixed sexes) realised 10s. bbox=[160, 122, 281, 203]
correspondence-subheading: CORRESPONDENCE. bbox=[718, 973, 802, 982]
divider bbox=[304, 903, 408, 904]
council-subheading: HOSPITAL AND CHARITABLE INSTITUTION BILLS. bbox=[972, 685, 1087, 712]
board-paragraph: The Chairman said he was glad to hear it; he could take whatever course he might be advised. bbox=[699, 848, 820, 873]
council-paragraph: Mr Williams brought up the report of the Joint Committee on the subject; which has already appeared in our columns, and covering a telegram from Mr Montgomery, in which he stated that he considered the suggestions very important, and that they would have his best attention. bbox=[969, 715, 1089, 772]
tender-line: The Board then adjourned till Saturday, the 30th inst., at 2 p.m. bbox=[834, 1006, 955, 1023]
tender-line: The Clerk was directed to prepare a monthly statement of the condition of the roads so that the Board could ascertain how contractors were doing their work. bbox=[834, 972, 955, 1004]
masthead: THE AKAROA MAIL, TUESDAY, JULY 5, 1881. bbox=[345, 14, 769, 30]
tide-month bbox=[69, 149, 87, 157]
column-2 bbox=[157, 46, 284, 1442]
grain-paragraph: A fair business has transpired during the past week in the local market. The recent English telegrams reporting an advance in the price of wheat were important a firmer tone to the local markets. bbox=[25, 699, 146, 739]
tide-date: 7 bbox=[95, 133, 99, 141]
tide-even: 9 36 bbox=[133, 116, 145, 124]
tide-month bbox=[69, 141, 87, 149]
stock-paragraph: At the Addington yards on Wednesday there was only a moderate attendance of buyers. The supply of fat stock was very large throughout, and in consequence there was a drop in prices of both fat sheep and cattle. The stock yarded comprised 5478 sheep, 347 head of cattle, and 290 pigs. bbox=[160, 63, 281, 119]
college-principal: PRINCIPAL, CLEMENT L. WIGGINS, bbox=[298, 463, 413, 472]
board-paragraph: A letter was read from Mr H. Piper, resigning his seat as a member of the Board, owing to his "being at variance with the Board as to its general policy." bbox=[699, 985, 820, 1018]
tender-line: No. 4—Thos. Le Comte (accepted) £23 10s, Jas. Wilson £25, E. Chapman (metal 3s 6d) £28, Peter Shadbolt (metal 3s 10d) £29. bbox=[834, 619, 955, 643]
board-paragraph: Mr W. McKay complained of the state of the Summit Road from the Little Akaloa Saddle to Pigeon Bay Road. The traffic was large, and it was really dangerous. If the water channels were even kept open, it would be a great improvement. bbox=[699, 875, 820, 923]
divider bbox=[300, 1013, 412, 1016]
leader-continued: people were loyal subjects of the Crown, and paid all taxes levied in New Zealand, and they occupied the position of being the only British subjects who were taxed without being represented. Their requests were modest; they only wanted the power to tax themselves for local purposes and the Government to give them increased postal facilities. The Premier in his reply plainly stated that if these distant islanders were put under the wing of the member for Akaroa no doubt they would have nothing to complain of. The Premier, on being pressed on the subject last year, admitted that these islands had been overlooked in the Representation Bill, but pleaded the excuse of better late than never. The Chathams being an integral part of the Colony of New Zealand, are, like other parts of the Colony, entitled to representation under the Constitution, and an attempt will no doubt be made in the coming Bill to tack them on to the constituency of Akaroa. We have no objection to these distant islanders as follow-electors, but the question might fairly be asked, what community of interests have we with them. Auckland, Wellington and Lyttelton as trading with them, are bound to them by much closer ties than we are. The Premier's remark that it was necessary that the gentleman wishing to represent the Chathams should be a person of nautical experience and able to take the charge of a vessel was a sorry piece of wit. By the way the subject of the Chathams is a favorite subject for the honorable gentleman's jokes. No doubt it would suit the Premier to have the member for Akaroa becalmed on a canvassing tour. The population of the islands as given in the returns of the last census is 212, and the quantity of cultivated land 41 acres, with 429 acres sown in grass. In the event of the electorate of Akaroa being increased by the addition of the islands in question, to enable our readers to understand the position, we extract the following on the subject from the last edition of the "Encyclopedia Britannica":— bbox=[430, 46, 550, 419]
